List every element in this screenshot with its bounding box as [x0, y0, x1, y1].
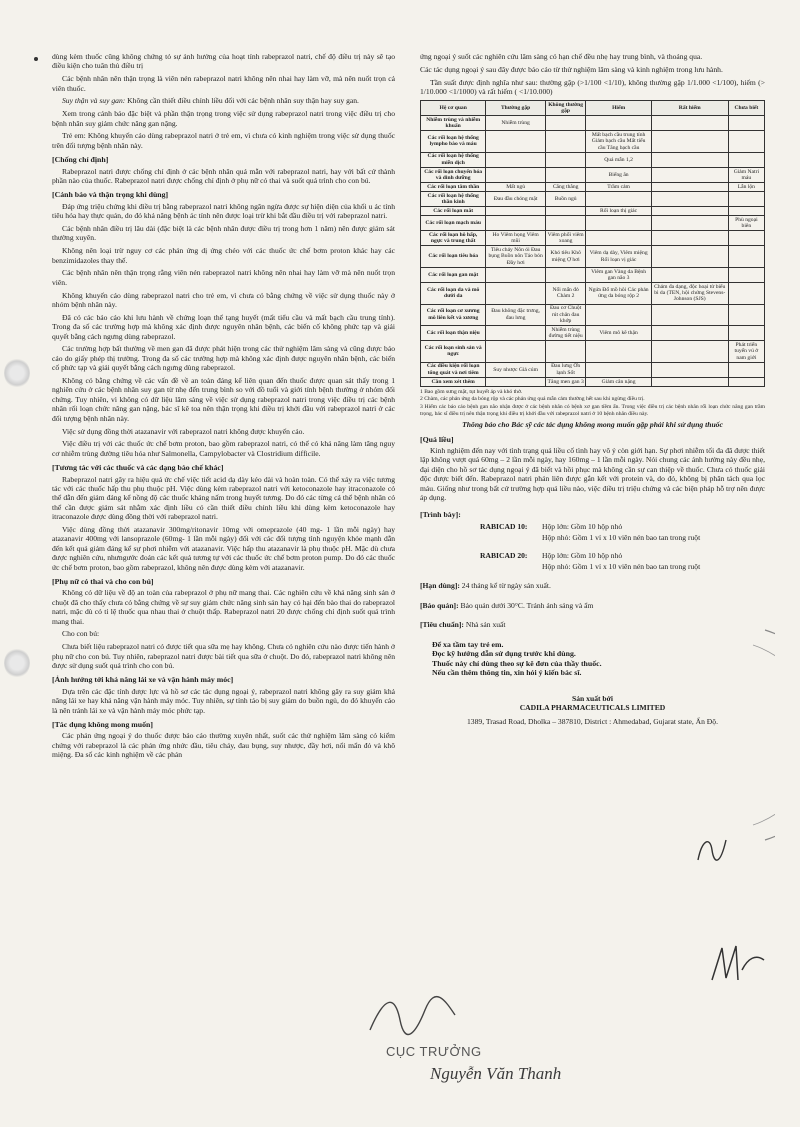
table-cell: Suy nhược Giả cúm [486, 362, 546, 377]
paragraph: ứng ngoại ý suốt các nghiên cứu lâm sàng có hạn chế đều nhẹ hay trung bình, và thoáng qua. [420, 52, 703, 61]
paragraph: Các bệnh nhân nên thận trọng rằng viên nén rabeprazol natri không nên nhai hay làm vỡ mà nên nuốt trọn viên. [52, 268, 395, 287]
table-cell: Viêm phổi viêm xoang [545, 231, 586, 246]
table-row [421, 377, 765, 386]
table-cell: Căng thẳng [545, 183, 586, 192]
table-cell [545, 267, 586, 282]
table-cell: Đau lưng Ớn lạnh Sốt [545, 362, 586, 377]
paragraph: Không nên loại trừ nguy cơ các phản ứng dị ứng chéo với các thuốc ức chế bơm proton khác hay các benzimidazoles thay thế. [52, 246, 395, 265]
table-cell: Nhiễm trùng đường tiết niệu [545, 326, 586, 341]
table-cell: Đau không đặc trưng, đau lưng [486, 304, 546, 325]
presentation-line [420, 562, 765, 571]
table-cell [486, 216, 546, 231]
table-row [421, 326, 765, 341]
table-cell [651, 131, 728, 152]
paragraph: dùng kèm thuốc cũng không chứng tỏ sự ảnh hưởng của hoạt tính rabeprazol natri, chế độ điều trị này sẽ tạo điều kiện cho tuân thủ điều trị [52, 52, 395, 71]
table-body [421, 115, 765, 386]
table-row [421, 191, 765, 206]
table-cell: Nhiễm trùng [486, 115, 546, 130]
storage-value: Bảo quản dưới 30°C. Tránh ánh sáng và ẩm [458, 600, 594, 610]
organ-system-cell: Nhiễm trùng và nhiễm khuẩn [421, 115, 486, 130]
storage [420, 601, 765, 610]
left-column [52, 52, 395, 1112]
stamp-circle [705, 625, 775, 845]
section-heading-warnings: [Cảnh báo và thận trọng khi dùng] [52, 190, 169, 200]
paragraph: Các trường hợp bất thường về men gan đã được phát hiện trong các thử nghiệm lâm sàng và cũng được báo cáo do giấy phép thị trường. Trong đa số các trường hợp mà không xác định được nguyên nhân bệnh, các biến cố phức tạp và giải quyết bằng cách ngưng dùng rabeprazol. [52, 344, 395, 373]
organ-system-cell: Các rối loạn hô hấp, ngực và trung thất [421, 231, 486, 246]
paragraph: Cho con bú: [62, 629, 100, 639]
organ-system-cell: Các rối loạn hệ thống lympho bào và máu [421, 131, 486, 152]
table-row [421, 283, 765, 304]
paragraph: Dựa trên các đặc tính được lực và hồ sơ các tác dụng ngoại ý, rabeprazol natri không gây ra suy giảm khả năng lái xe hay khả năng vận hành máy móc. Tuy nhiên, sự tỉnh táo bị suy giảm do buồn ngủ, do đó khuyến cáo là nên tránh lái xe và vận hành máy móc phức tạp. [52, 686, 395, 715]
signature-mark [708, 940, 768, 990]
table-cell [486, 326, 546, 341]
table-cell: Phát triển tuyến vú ở nam giới [728, 341, 764, 362]
stamp-office: CỤC TRƯỞNG [386, 1044, 482, 1059]
presentation-line [420, 551, 765, 560]
paragraph: Không có bằng chứng về các vấn đề về an toàn đáng kể liên quan đến thuốc được quan sát thấy trong 1 nghiên cứu ở các bệnh nhân suy gan từ nhẹ đến trung bình so với đồ tuổi và giới tính bệnh thường ở nhóm đối chứng. Tuy nhiên, vì không có dữ liệu lâm sàng về việc sử dụng rabeprazol natri trong việc điều trị các bệnh nhân rối loạn chức năng gan nặng, bác sĩ kê toa nên thận trọng khi điều trị khởi đầu với rabeprazol natri ở các đối tượng bệnh nhân này. [52, 376, 395, 423]
table-row [421, 131, 765, 152]
table-cell [586, 362, 651, 377]
table-cell: Chảm đa dạng, độc hoại tử biểu bì da (TEN, hội chứng Stevens-Johnson (SJS) [651, 283, 728, 304]
table-header-cell: Thường gặp [486, 100, 546, 115]
table-cell [651, 191, 728, 206]
table-cell [651, 377, 728, 386]
section-heading-overdose: [Quá liều] [420, 434, 454, 444]
organ-system-cell: Các rối loạn sinh sản và ngực [421, 341, 486, 362]
table-row [421, 207, 765, 216]
table-cell: Viêm gan Vàng da Bệnh gan não 3 [586, 267, 651, 282]
table-cell [651, 326, 728, 341]
table-cell: Viêm dạ dày, Viêm miệng Rối loạn vị giác [586, 246, 651, 267]
table-cell [651, 115, 728, 130]
section-heading-contraindications: [Chống chỉ định] [52, 155, 109, 165]
table-cell: Nổi mẩn đỏ Chàm 2 [545, 283, 586, 304]
table-cell [486, 377, 546, 386]
adverse-reactions-table [420, 100, 765, 387]
table-cell [728, 267, 764, 282]
table-cell [486, 131, 546, 152]
table-cell [545, 207, 586, 216]
paragraph: Các phản ứng ngoại ý do thuốc được báo cáo thường xuyên nhất, suốt các thử nghiệm lâm sàng có kiểm chứng với rabeprazol là các phản ứng nhức đầu, tiêu chảy, đau bụng, suy nhược, đầy hơi, nổi mẩn đỏ và khô miệng. Đa số các kinh nghiệm về các phản [52, 731, 395, 760]
table-cell [651, 304, 728, 325]
table-cell [486, 341, 546, 362]
table-row [421, 231, 765, 246]
paragraph: Tần suất được định nghĩa như sau: thường gặp (>1/100 <1/10), không thường gặp 1/1.000 <1/100), hiếm (> 1/10.000 <1/1000) và rất hiếm ( <1/10.000) [420, 77, 765, 96]
section-heading-presentation: [Trình bày]: [420, 510, 461, 520]
table-cell [486, 267, 546, 282]
organ-system-cell: Các rối loạn gan mật [421, 267, 486, 282]
paragraph: Kinh nghiệm đến nay với tình trạng quá liều cố tình hay vô ý còn giới hạn. Sự phơi nhiễm tối đa đã được thiết lập không vượt quá 60mg – 2 lần mỗi ngày, hay 160mg – 1 lần mỗi ngày. Nói chung các ảnh hưởng này đều nhẹ, đại diện cho hồ sơ tác dụng ngoại ý đã biết và hồi phục mà không cần sự can thiệp về thuốc. Chưa có thuốc giải độc được biết đến. Rabeprazol natri phản liên được gắn kết với protein và, do đó, không bị phân tách qua lọc máu. Giống như trong bất cứ trường hợp quá liều nào, việc điều trị triệu chứng và các biện pháp hỗ trợ nên được áp dụng. [420, 445, 765, 502]
paragraph: Các bệnh nhân điều trị lâu dài (đặc biệt là các bệnh nhân được điều trị trong hơn 1 năm) nên được giám sát thường xuyên. [52, 224, 395, 243]
table-cell: Buồn ngủ [545, 191, 586, 206]
table-cell [586, 115, 651, 130]
organ-system-cell: Các rối loạn da và mô dưới da [421, 283, 486, 304]
table-cell: Giảm Natri máu [728, 167, 764, 182]
paragraph: Chưa biết liệu rabeprazol natri có được tiết qua sữa mẹ hay không. Chưa có nghiên cứu nào được tiến hành ở phụ nữ cho con bú. Tuy nhiên, rabeprazol natri được bài tiết qua sữa ở chuột. Do đó, rabeprazol natri không nên được sử dụng suốt quá trình cho con bú. [52, 642, 395, 670]
table-cell: Khó tiêu Khô miệng Ợ hơi [545, 246, 586, 267]
table-cell: Rối loạn thị giác [586, 207, 651, 216]
table-cell [728, 283, 764, 304]
organ-system-cell: Các rối loạn tâm thần [421, 183, 486, 192]
section-heading-interactions: [Tương tác với các thuốc và các dạng bào chế khác] [52, 463, 224, 473]
table-header-cell: Chưa biết [728, 100, 764, 115]
table-cell [728, 362, 764, 377]
table-cell [651, 167, 728, 182]
paragraph: Các tác dụng ngoại ý sau đây được báo cáo từ thử nghiệm lâm sàng và kinh nghiệm trong lưu hành. [420, 64, 723, 74]
table-header-cell: Hệ cơ quan [421, 100, 486, 115]
product-name: RABICAD 20: [480, 550, 528, 560]
paragraph: Đã có các báo cáo khi lưu hành về chứng loạn thể tạng huyết (mất tiểu cầu và mất bạch cầu trung tính). Trong đa số các trường hợp mà không xác định được nguyên nhân bệnh, các biến cố không phức tạp và giải quyết bằng cách ngưng dùng rabeprazol. [52, 312, 395, 341]
table-cell [728, 231, 764, 246]
table-cell [651, 341, 728, 362]
organ-system-cell: Cần xem xét thêm [421, 377, 486, 386]
table-cell: Ngứa Đổ mồ hôi Các phản ứng da bóng rộp 2 [586, 283, 651, 304]
paragraph: Các bệnh nhân nên thận trọng là viên nén rabeprazol natri không nên nhai hay làm vỡ, mà nên nuốt trọn cả viên thuốc. [52, 74, 395, 93]
table-cell [651, 152, 728, 167]
punch-hole [4, 358, 30, 388]
section-heading-pregnancy: [Phụ nữ có thai và cho con bú] [52, 576, 154, 586]
table-cell [486, 207, 546, 216]
table-cell: Biếng ăn [586, 167, 651, 182]
signature-mark [365, 990, 460, 1040]
table-cell [651, 246, 728, 267]
table-cell: Quá mẫn 1,2 [586, 152, 651, 167]
table-cell [586, 341, 651, 362]
table-cell: Đau đầu chóng mặt [486, 191, 546, 206]
table-cell [728, 131, 764, 152]
table-cell: Lẫn lộn [728, 183, 764, 192]
table-cell [486, 167, 546, 182]
table-cell [728, 207, 764, 216]
section-heading-adverse-effects: [Tác dụng không mong muốn] [52, 720, 153, 730]
table-header-row [421, 100, 765, 115]
table-cell: Giảm cân nặng [586, 377, 651, 386]
footnote: 1 Bao gồm sưng mặt, tụt huyết áp và khó thở. [420, 388, 523, 395]
paragraph: Xem trong cảnh báo đặc biệt và phần thận trọng trong việc sử dụng rabeprazol natri trong việc điều trị cho bệnh nhân suy giảm chức năng gan nặng. [52, 109, 395, 128]
table-cell [728, 304, 764, 325]
table-row [421, 216, 765, 231]
table-cell [728, 115, 764, 130]
table-cell [586, 231, 651, 246]
table-cell [728, 152, 764, 167]
table-cell [728, 377, 764, 386]
table-cell [651, 231, 728, 246]
table-cell [545, 167, 586, 182]
storage-label: [Bảo quản]: [420, 600, 459, 610]
paragraph: Không khuyến cáo dùng rabeprazol natri cho trẻ em, vì chưa có bằng chứng về việc sử dụng thuốc này ở nhóm bệnh nhân này. [52, 290, 395, 310]
organ-system-cell: Các rối loạn thận niệu [421, 326, 486, 341]
table-cell [586, 304, 651, 325]
shelf-life [420, 581, 765, 590]
table-row [421, 267, 765, 282]
table-cell [545, 216, 586, 231]
table-cell [651, 267, 728, 282]
inline-text: Không cần thiết điều chỉnh liều đối với các bệnh nhân suy thận hay suy gan. [125, 96, 359, 106]
table-row [421, 341, 765, 362]
section-heading-driving: [Ảnh hưởng tới khả năng lái xe và vận hành máy móc] [52, 675, 234, 685]
warning-line: Nếu cần thêm thông tin, xin hỏi ý kiến bác sĩ. [432, 668, 582, 678]
paragraph [52, 96, 395, 105]
table-row [421, 362, 765, 377]
table-cell [545, 341, 586, 362]
paragraph: Rabeprazol natri được chống chỉ định ở các bệnh nhân quá mẫn với rabeprazol natri, hay với bất cứ thành phần nào của thuốc. Rabeprazol natri được chống chỉ định ở phụ nữ có thai và suốt quá trình cho con bú. [52, 166, 395, 186]
footnote: 2 Chàm, các phản ứng da bóng rộp và các phản ứng quá mẫn cảm thường hết sau khi ngừng điều trị. [420, 396, 645, 403]
organ-system-cell: Các rối loạn hệ thống miễn dịch [421, 152, 486, 167]
product-name: RABICAD 10: [480, 521, 528, 531]
manufacturer-address: 1389, Trasad Road, Dholka – 387810, District : Ahmedabad, Gujarat state, Ấn Độ. [467, 716, 718, 726]
table-row [421, 152, 765, 167]
pack-line: Hộp lớn: Gồm 10 hộp nhỏ [542, 550, 623, 560]
table-cell [545, 152, 586, 167]
paragraph: Việc dùng đồng thời atazanavir 300mg/ritonavir 10mg với omeprazole (40 mg- 1 lần mỗi ngày) hay atazanavir 400mg với lansoprazole (60mg- 1 lần mỗi ngày) đối với các đối tượng tình nguyện khỏe mạnh dẫn đến kết quả giảm đáng kể sự phơi nhiễm với atazanavir. Việc hấp thu atazanavir là phụ thuộc pH. Mặc dù chưa được nghiên cứu, nhưngước đoán các kết quả tương tự với các thuốc ức chế bơm proton pump. Do đó các thuốc ức chế bơm proton, bao gồm rabeprazol, không nên được dùng kèm với atazanavir. [52, 524, 395, 572]
table-cell: Tăng men gan 3 [545, 377, 586, 386]
warning-line: Để xa tầm tay trẻ em. [432, 639, 504, 649]
signer-name: Nguyễn Văn Thanh [430, 1064, 562, 1083]
shelf-life-label: [Hạn dùng]: [420, 581, 460, 591]
table-row [421, 183, 765, 192]
table-cell [728, 326, 764, 341]
organ-system-cell: Các rối loạn tiêu hóa [421, 246, 486, 267]
table-cell [545, 115, 586, 130]
pack-line: Hộp lớn: Gồm 10 hộp nhỏ [542, 521, 623, 531]
table-header-cell: Rất hiếm [651, 100, 728, 115]
table-cell [651, 207, 728, 216]
shelf-life-value: 24 tháng kể từ ngày sản xuất. [459, 581, 551, 591]
table-row [421, 167, 765, 182]
pack-line: Hộp nhỏ: Gồm 1 vỉ x 10 viên nén bao tan trong ruột [542, 562, 701, 572]
table-cell [651, 216, 728, 231]
paragraph: Đáp ứng triệu chứng khi điều trị bằng rabeprazol natri không ngăn ngừa được sự hiện diện của khối u ác tính tiêu hóa hay thực quản, do đó khả năng bệnh ác tính nên được loại trừ khi bắt đầu điều trị với rabeprazol natri. [52, 201, 395, 221]
organ-system-cell: Các rối loạn cơ xương mô liên kết và xương [421, 304, 486, 325]
punch-hole [4, 648, 30, 678]
table-row [421, 246, 765, 267]
paragraph: Việc sử dụng đồng thời atazanavir với rabeprazol natri không được khuyến cáo. [62, 426, 305, 436]
table-cell [651, 183, 728, 192]
organ-system-cell: Các rối loạn mạch máu [421, 216, 486, 231]
manufacturer-label: Sản xuất bởi [572, 694, 613, 704]
table-cell [728, 191, 764, 206]
table-cell [586, 216, 651, 231]
table-cell: Trầm cảm [586, 183, 651, 192]
organ-system-cell: Các rối loạn mắt [421, 207, 486, 216]
table-cell [486, 152, 546, 167]
table-cell: Viêm mô kẽ thận [586, 326, 651, 341]
inline-label: Suy thận và suy gan: [62, 96, 126, 106]
table-row [421, 304, 765, 325]
table-header-cell: Hiếm [586, 100, 651, 115]
paragraph: Trẻ em: Không khuyến cáo dùng rabeprazol natri ở trẻ em, vì chưa có kinh nghiệm trong việc sử dụng thuốc trên đối tượng bệnh nhân này. [52, 131, 395, 150]
table-cell: Mất bạch cầu trung tính Giảm bạch cầu Mất tiểu cầu Tăng bạch cầu [586, 131, 651, 152]
pack-line: Hộp nhỏ: Gồm 1 vỉ x 10 viên nén bao tan trong ruột [542, 533, 701, 543]
table-row [421, 115, 765, 130]
table-cell [586, 191, 651, 206]
footnote: 3 Hiếm các báo cáo bệnh gan não nhận được ở các bệnh nhân có bệnh xơ gan tiềm ẩn. Trong việc điều trị các bệnh nhân rối loạn chức năng gan trầm trọng, bác sĩ điều trị nên thận trọng khi điều trị khởi đầu với rabeprazol natri ở 10 bệnh nhân điều này. [420, 403, 765, 417]
table-cell: Mất ngủ [486, 183, 546, 192]
table-cell [545, 131, 586, 152]
warning-line: Thuốc này chỉ dùng theo sự kê đơn của thầy thuốc. [432, 658, 602, 668]
organ-system-cell: Các rối loạn hệ thống thần kinh [421, 191, 486, 206]
table-cell: Tiêu chảy Nôn ói Đau bụng Buồn nôn Táo bón Đầy hơi [486, 246, 546, 267]
organ-system-cell: Các rối loạn chuyển hóa và dinh dưỡng [421, 167, 486, 182]
presentation-line [420, 522, 765, 531]
table-cell [486, 283, 546, 304]
table-cell: Đau cơ Chuột rút chân đau khớp [545, 304, 586, 325]
paragraph: Việc điều trị với các thuốc ức chế bơm proton, bao gồm rabeprazol natri, có thể có khả năng làm tăng nguy cơ nhiễm trùng đường tiêu hóa như Salmonella, Campylobacter và Clostridium difficile. [52, 439, 395, 458]
warning-line: Đọc kỹ hướng dẫn sử dụng trước khi dùng. [432, 649, 576, 659]
paragraph: Không có dữ liệu về độ an toàn của rabeprazol ở phụ nữ mang thai. Các nghiên cứu về khả năng sinh sản ở chuột đã cho thấy chưa có bằng chứng về sự suy giảm chức năng sinh sản hay có hại đến bào thai do rabeprazol natri, mặc dù có tỉ lệ thuốc qua nhau thai ở chuột thấp. Rabeprazol natri 20 được chống chỉ định suốt quá trình mang thai. [52, 588, 395, 626]
table-cell: Ho Viêm họng Viêm mũi [486, 231, 546, 246]
table-cell [728, 246, 764, 267]
report-notice: Thông báo cho Bác sỹ các tác dụng không mong muốn gặp phải khi sử dụng thuốc [462, 420, 723, 430]
organ-system-cell: Các điều kiện rối loạn tổng quát và nơi tiêm [421, 362, 486, 377]
standard-value: Nhà sản xuất [463, 620, 506, 630]
paragraph: Rabeprazol natri gây ra hiệu quả ức chế việc tiết acid dạ dày kéo dài và hoàn toàn. Có thể xảy ra việc tương tác với các thuốc hấp thu phụ thuộc pH. Việc dùng kèm rabeprazol natri với ketoconazole hay itraconazole có thể dẫn đến giảm đáng kể nồng độ các thuốc kháng nấm trong huyết tương. Do đó các từng cá thể bệnh nhân có thể cần được giám sát nhằm xác định liều có cần thiết điều chỉnh liều khi dùng kèm ketoconazole hay itraconazole được dùng đồng thời với rabeprazol natri. [52, 474, 395, 522]
manufacturer-name: CADILA PHARMACEUTICALS LIMITED [519, 703, 666, 713]
table-cell [651, 362, 728, 377]
standard-label: [Tiêu chuẩn]: [420, 620, 464, 630]
bullet-mark [34, 57, 38, 61]
table-header-cell: Không thường gặp [545, 100, 586, 115]
table-cell: Phù ngoại biên [728, 216, 764, 231]
presentation-line [420, 533, 765, 542]
